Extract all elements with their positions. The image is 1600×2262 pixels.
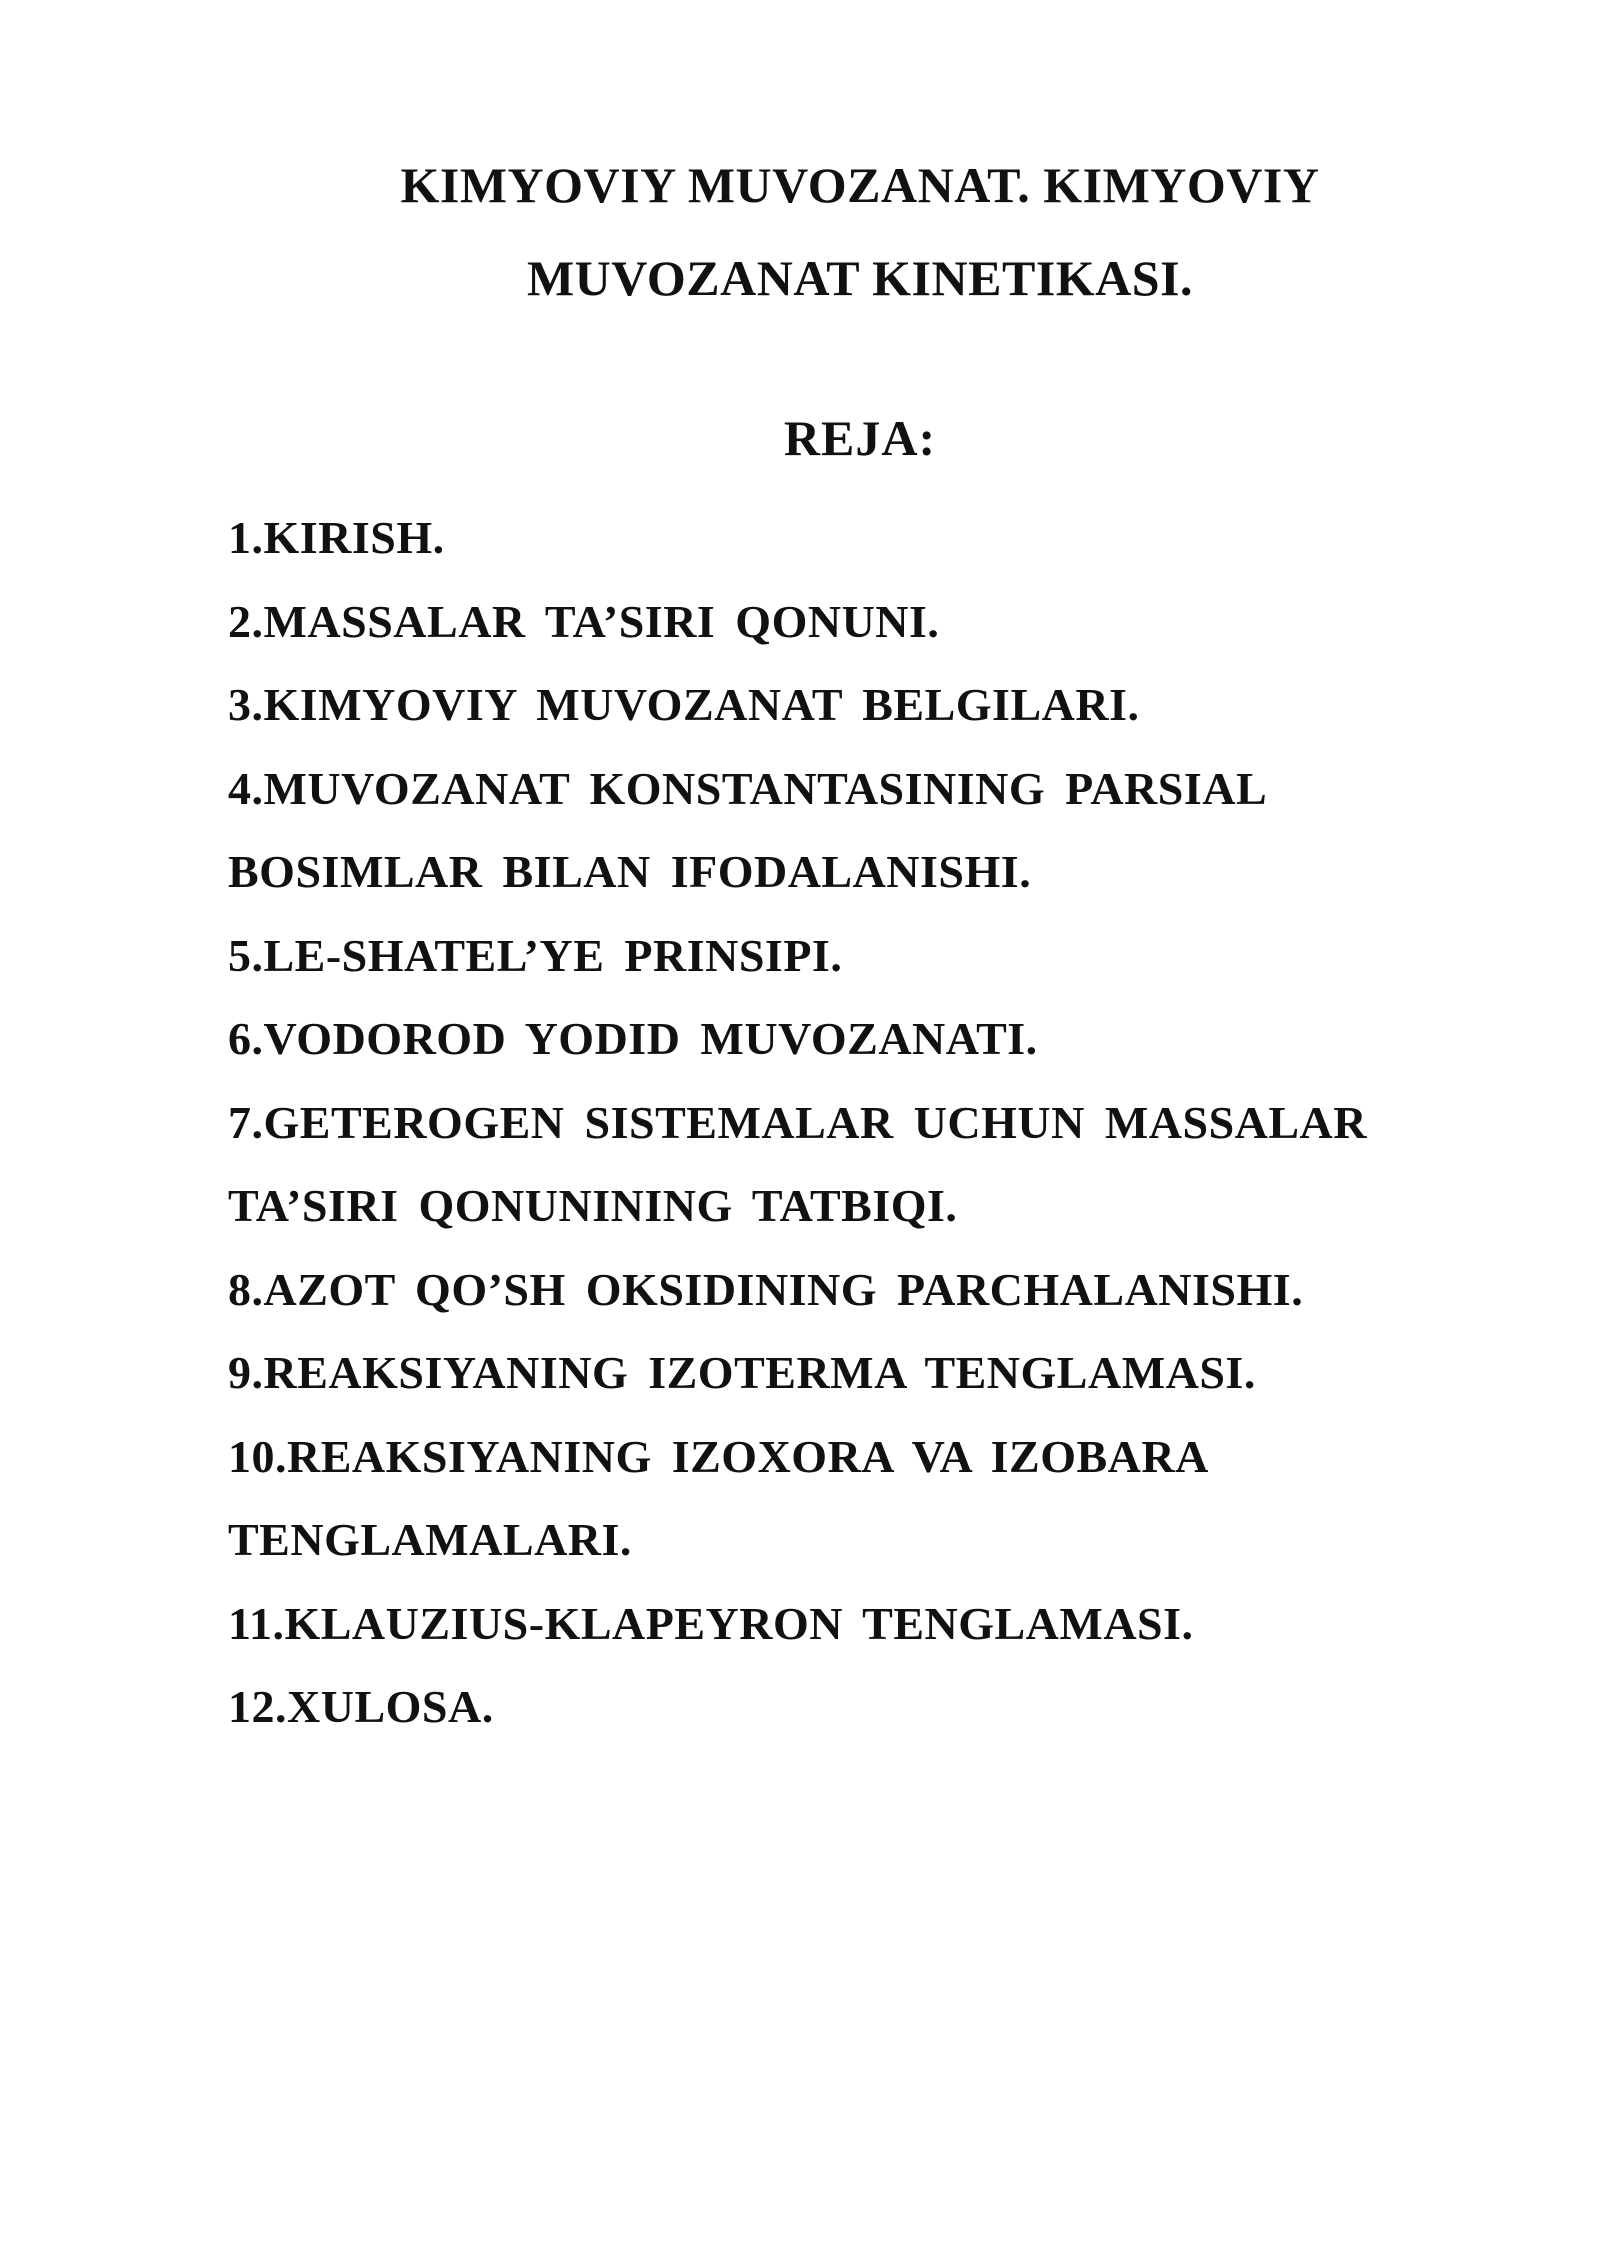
plan-item-10-continued: TENGLAMALARI. [228,1514,632,1565]
document-title-line-2: MUVOZANAT KINETIKASI. [526,250,1194,306]
plan-item-4: 4.MUVOZANAT KONSTANTASINING PARSIAL [228,762,1268,814]
plan-item-9: 9.REAKSIYANING IZOTERMA TENGLAMASI. [228,1347,1256,1398]
plan-item-12: 12.XULOSA. [228,1681,494,1732]
plan-item-5: 5.LE-SHATEL’YE PRINSIPI. [228,929,843,981]
plan-list [228,496,1478,1749]
plan-item-10: 10.REAKSIYANING IZOXORA VA IZOBARA [228,1430,1209,1482]
plan-item-4-continued: BOSIMLAR BILAN IFODALANISHI. [228,846,1032,897]
plan-item-2: 2.MASSALAR TA’SIRI QONUNI. [228,595,940,647]
plan-item-7: 7.GETEROGEN SISTEMALAR UCHUN MASSALAR [228,1096,1367,1148]
plan-item-3: 3.KIMYOVIY MUVOZANAT BELGILARI. [228,679,1140,730]
plan-item-1: 1.KIRISH. [228,512,445,563]
plan-item-8: 8.AZOT QO’SH OKSIDINING PARCHALANISHI. [228,1263,1304,1315]
plan-item-6: 6.VODOROD YODID MUVOZANATI. [228,1013,1038,1064]
plan-heading: REJA: [783,410,937,466]
plan-item-11: 11.KLAUZIUS-KLAPEYRON TENGLAMASI. [228,1597,1194,1649]
document-title-line-1: KIMYOVIY MUVOZANAT. KIMYOVIY [400,157,1320,213]
plan-item-7-continued: TA’SIRI QONUNINING TATBIQI. [228,1180,958,1231]
